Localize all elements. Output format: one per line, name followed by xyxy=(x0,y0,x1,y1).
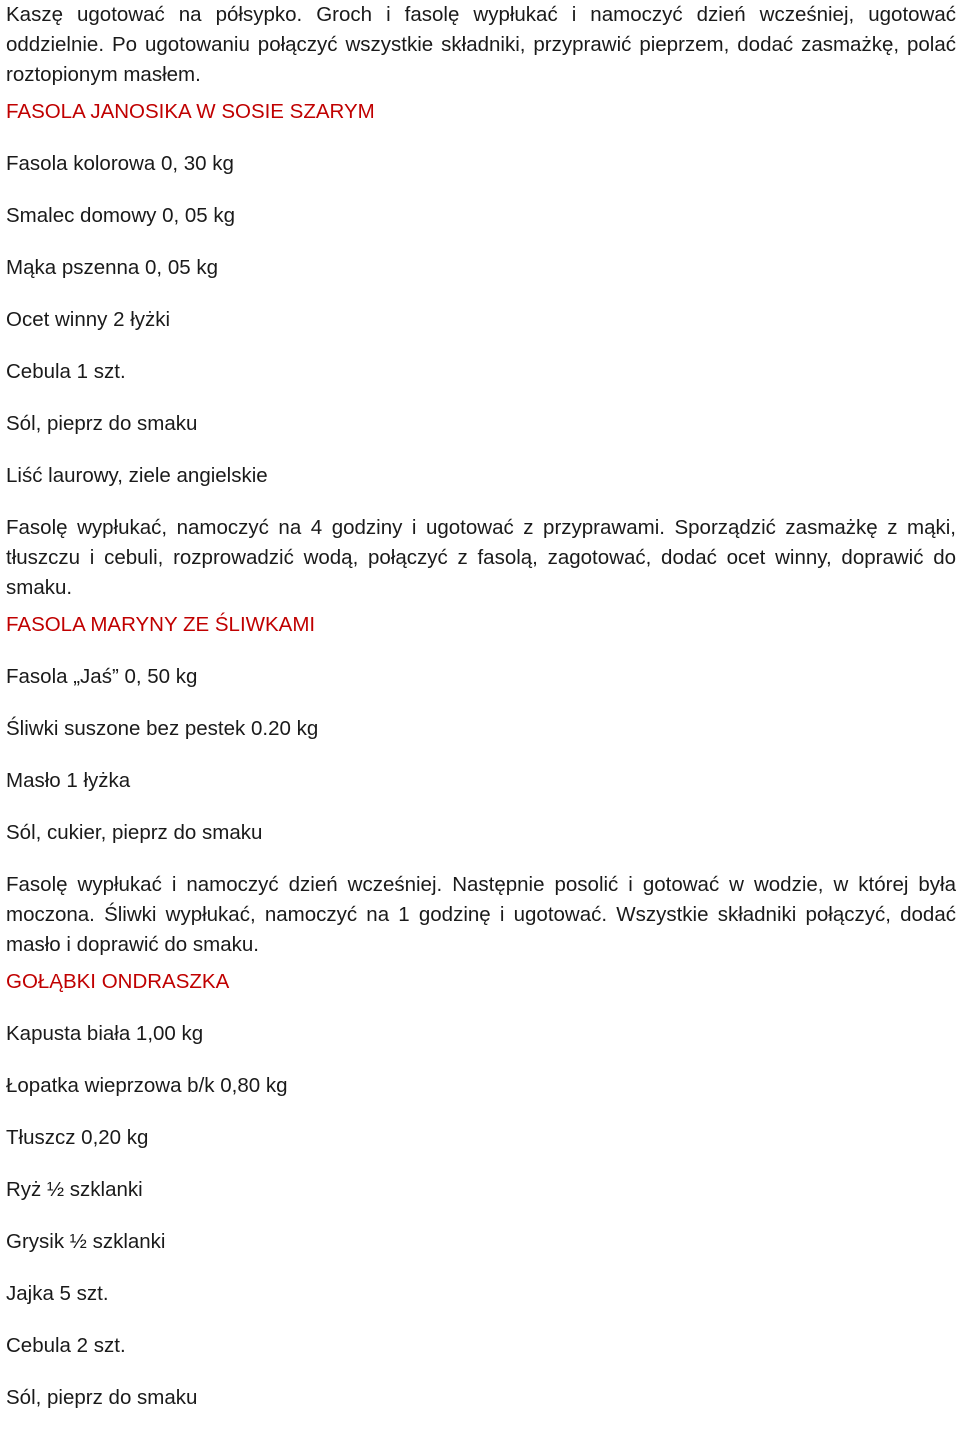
ingredient-item: Cebula 1 szt. xyxy=(6,360,126,383)
ingredient-item: Fasola kolorowa 0, 30 kg xyxy=(6,152,234,175)
ingredient-item: Kapusta biała 1,00 kg xyxy=(6,1022,204,1045)
ingredient-item: Ocet winny 2 łyżki xyxy=(6,308,171,331)
intro-paragraph: Kaszę ugotować na półsypko. Groch i fasolę wypłukać i namoczyć dzień wcześniej, ugotować oddzielnie. Po ugotowaniu połączyć wszystkie składniki, przyprawić pieprzem, dodać zasmażkę, polać roztopionym masłem. xyxy=(6,3,956,86)
recipe-fasola-janosika xyxy=(6,90,956,603)
recipe-fasola-maryny xyxy=(6,603,956,960)
recipe-title: FASOLA MARYNY ZE ŚLIWKAMI xyxy=(6,613,316,636)
ingredient-list xyxy=(6,997,956,1413)
ingredient-list xyxy=(6,640,956,848)
method-paragraph: Fasolę wypłukać, namoczyć na 4 godziny i ugotować z przyprawami. Sporządzić zasmażkę z mąki, tłuszczu i cebuli, rozprowadzić wodą, połączyć z fasolą, zagotować, dodać ocet winny, doprawić do smaku. xyxy=(6,516,956,599)
ingredient-item: Fasola „Jaś” 0, 50 kg xyxy=(6,665,198,688)
ingredient-item: Sól, pieprz do smaku xyxy=(6,1386,198,1409)
ingredient-item: Cebula 2 szt. xyxy=(6,1334,126,1357)
ingredient-item: Masło 1 łyżka xyxy=(6,769,131,792)
ingredient-item: Łopatka wieprzowa b/k 0,80 kg xyxy=(6,1074,288,1097)
recipe-title: GOŁĄBKI ONDRASZKA xyxy=(6,970,230,993)
recipe-title: FASOLA JANOSIKA W SOSIE SZARYM xyxy=(6,100,375,123)
ingredient-item: Sól, pieprz do smaku xyxy=(6,412,198,435)
ingredient-item: Grysik ½ szklanki xyxy=(6,1230,166,1253)
ingredient-item: Tłuszcz 0,20 kg xyxy=(6,1126,149,1149)
ingredient-list xyxy=(6,127,956,491)
recipe-golabki-ondraszka xyxy=(6,960,956,1413)
ingredient-item: Śliwki suszone bez pestek 0.20 kg xyxy=(6,717,319,740)
ingredient-item: Jajka 5 szt. xyxy=(6,1282,109,1305)
ingredient-item: Smalec domowy 0, 05 kg xyxy=(6,204,236,227)
ingredient-item: Ryż ½ szklanki xyxy=(6,1178,143,1201)
ingredient-item: Liść laurowy, ziele angielskie xyxy=(6,464,268,487)
method-paragraph: Fasolę wypłukać i namoczyć dzień wcześniej. Następnie posolić i gotować w wodzie, w której była moczona. Śliwki wypłukać, namoczyć na 1 godzinę i ugotować. Wszystkie składniki połączyć, dodać masło i doprawić do smaku. xyxy=(6,873,956,956)
ingredient-item: Mąka pszenna 0, 05 kg xyxy=(6,256,218,279)
document-page xyxy=(6,0,956,1413)
ingredient-item: Sól, cukier, pieprz do smaku xyxy=(6,821,263,844)
